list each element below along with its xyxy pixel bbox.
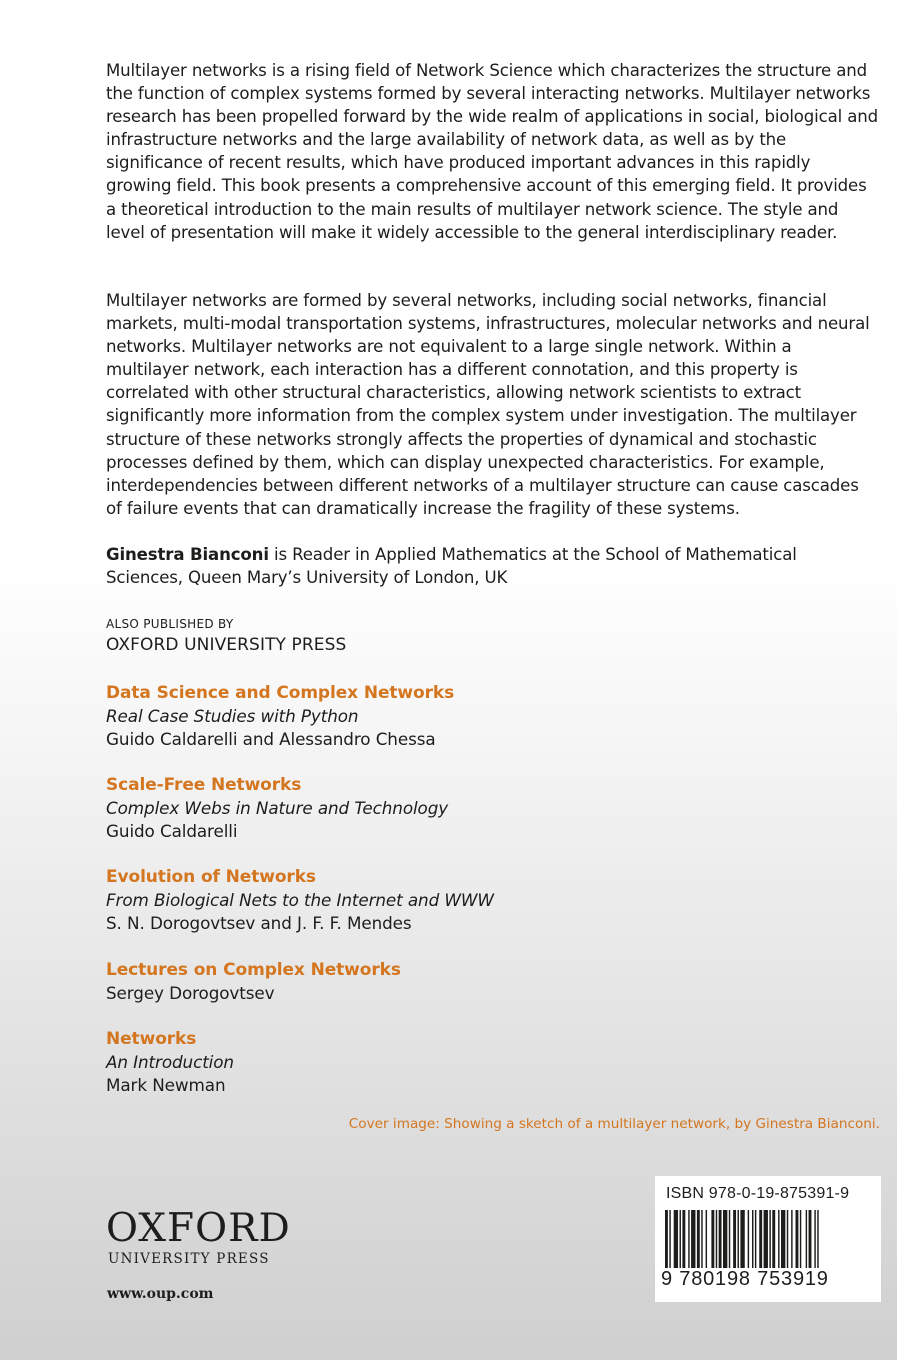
publisher-website: www.oup.com bbox=[107, 1286, 214, 1302]
book-title: Networks bbox=[106, 1029, 197, 1049]
barcode-bar bbox=[711, 1210, 714, 1276]
book-entry bbox=[106, 1028, 234, 1097]
book-authors: Sergey Dorogovtsev bbox=[106, 983, 275, 1003]
barcode-bar bbox=[697, 1210, 700, 1276]
author-bio-text: is Reader in Applied Mathematics at the School of Mathematical Sciences, Queen Mary’s University of London, UK bbox=[106, 545, 797, 588]
oxford-logo-subline: UNIVERSITY PRESS bbox=[108, 1251, 270, 1267]
barcode-bar bbox=[764, 1210, 768, 1276]
book-entry bbox=[106, 866, 494, 935]
book-subtitle: Real Case Studies with Python bbox=[106, 706, 359, 726]
also-published-publisher: OXFORD UNIVERSITY PRESS bbox=[106, 635, 347, 655]
also-published-label: ALSO PUBLISHED BY bbox=[106, 617, 234, 631]
author-name: Ginestra Bianconi bbox=[106, 545, 269, 564]
barcode-bar bbox=[674, 1210, 678, 1276]
barcode-bar bbox=[669, 1210, 670, 1276]
barcode-bar bbox=[688, 1210, 689, 1276]
barcode-bar bbox=[682, 1210, 685, 1276]
barcode-bar bbox=[800, 1210, 801, 1276]
author-bio bbox=[106, 543, 878, 589]
barcode-bar bbox=[665, 1210, 668, 1276]
book-title: Scale-Free Networks bbox=[106, 775, 302, 795]
barcode-bar bbox=[680, 1210, 681, 1276]
barcode-digits: 9 780198 753919 bbox=[661, 1268, 829, 1290]
cover-image-credit: Cover image: Showing a sketch of a multilayer network, by Ginestra Bianconi. bbox=[348, 1116, 880, 1132]
barcode-bar bbox=[706, 1210, 707, 1276]
book-entry bbox=[106, 959, 401, 1005]
barcode-bar bbox=[817, 1210, 818, 1276]
book-subtitle: An Introduction bbox=[106, 1052, 234, 1072]
barcode-bar bbox=[719, 1210, 722, 1276]
barcode-bar bbox=[759, 1210, 762, 1276]
book-authors: Mark Newman bbox=[106, 1075, 226, 1095]
barcode-image bbox=[663, 1210, 873, 1276]
blurb-paragraph-2: Multilayer networks are formed by several networks, including social networks, financial markets, multi-modal transportation systems, infrastructures, molecular networks and neural networks. Multilayer networks are not equivalent to a large single network. Within a multilayer network, each interaction has a different connotation, and this property is correlated with other structural characteristics, allowing network scientists to extract significantly more information from the complex system under investigation. The multilayer structure of these networks strongly affects the properties of dynamical and stochastic processes defined by them, which can display unexpected characteristics. For example, interdependencies between different networks of a multilayer structure can cause cascades of failure events that can dramatically increase the fragility of these systems. bbox=[106, 291, 870, 518]
book-title: Lectures on Complex Networks bbox=[106, 960, 401, 980]
oxford-logo-wordmark: OXFORD bbox=[106, 1206, 291, 1251]
barcode-bar bbox=[748, 1210, 749, 1276]
book-authors: Guido Caldarelli and Alessandro Chessa bbox=[106, 729, 436, 749]
isbn-label: ISBN 978-0-19-875391-9 bbox=[666, 1185, 850, 1202]
book-subtitle: Complex Webs in Nature and Technology bbox=[106, 798, 449, 818]
barcode-bar bbox=[809, 1210, 812, 1276]
book-entry bbox=[106, 682, 454, 751]
barcode-bar bbox=[814, 1210, 815, 1276]
barcode-panel bbox=[655, 1176, 881, 1302]
barcode-bar bbox=[691, 1210, 695, 1276]
book-title: Data Science and Complex Networks bbox=[106, 683, 455, 703]
barcode-bar bbox=[740, 1210, 744, 1276]
barcode-bar bbox=[769, 1210, 770, 1276]
barcode-bar bbox=[787, 1210, 788, 1276]
barcode-bar bbox=[791, 1210, 792, 1276]
barcode-bar bbox=[752, 1210, 753, 1276]
barcode-bar bbox=[716, 1210, 717, 1276]
book-authors: Guido Caldarelli bbox=[106, 821, 238, 841]
barcode-bar bbox=[778, 1210, 779, 1276]
barcode-bar bbox=[806, 1210, 807, 1276]
barcode-bar bbox=[701, 1210, 702, 1276]
barcode-bar bbox=[733, 1210, 736, 1276]
book-subtitle: From Biological Nets to the Internet and WWW bbox=[106, 890, 494, 910]
barcode-bar bbox=[723, 1210, 727, 1276]
barcode-bar bbox=[781, 1210, 785, 1276]
book-authors: S. N. Dorogovtsev and J. F. F. Mendes bbox=[106, 913, 412, 933]
barcode-bar bbox=[772, 1210, 775, 1276]
book-entry bbox=[106, 774, 448, 843]
barcode-bar bbox=[755, 1210, 756, 1276]
book-title: Evolution of Networks bbox=[106, 867, 316, 887]
blurb-paragraph-1: Multilayer networks is a rising field of Network Science which characterizes the structure and the function of complex systems formed by several interacting networks. Multilayer networks research has been propelled forward by the wide realm of applications in social, biological and infrastructure networks and the large availability of network data, as well as by the significance of recent results, which have produced important advances in this rapidly growing field. This book presents a comprehensive account of this emerging field. It provides a theoretical introduction to the main results of multilayer network science. The style and level of presentation will make it widely accessible to the general interdisciplinary reader. bbox=[106, 61, 878, 242]
barcode-bar bbox=[796, 1210, 799, 1276]
barcode-bar bbox=[729, 1210, 730, 1276]
barcode-bar bbox=[738, 1210, 739, 1276]
